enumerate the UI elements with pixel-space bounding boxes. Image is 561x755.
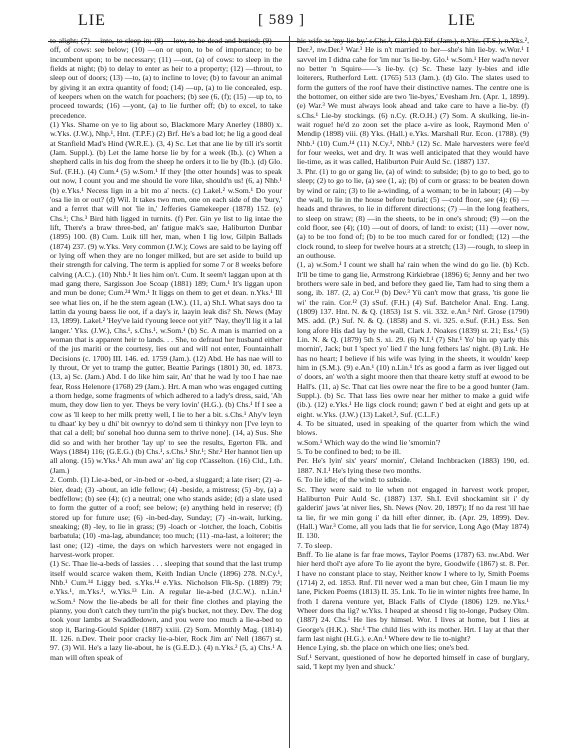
header-right-headword: LIE — [448, 12, 476, 29]
paragraph: 3. Phr. (1) to go or gang lie, (a) of wind: to subside; (b) to go to bed, go to sleep; (2) to go to lie, (a) see (1, a); (b) of corn or grass: to be beaten down by wind or rain; (3) to lie a-winding, of a woman; to be in labour; (4) —by the wall, to lie in the house before burial; (5) —cold floor, see (4); (6) —heads and thrawes, to lie in different directions; (7) —in the long feathers, to sleep on straw; (8) —in the sheets, to be in one's shroud; (9) —on the cold floor, see (4); (10) —out of doors, of land: to exist; (11) —over now, (a) to be too fond of; (b) to be too much cared for or fondled; (12) —the clock round, to sleep for twelve hours at a stretch; (13) —rough, to sleep in an outhouse. — [297, 166, 529, 260]
paragraph: 5. To be confined to bed; to be ill. — [297, 447, 401, 457]
paragraph: Hence Lying, sb. the place on which one lies; one's bed. — [297, 643, 469, 653]
left-column — [50, 36, 282, 748]
paragraph: to alight; (7) —into, to sleep in; (8) —low, to be dead and buried; (9) —off, of cows: see below; (10) —on or upon, to be of importance; to be incumbent upon; to be necessary; (11) —out, (a) of cows: to sleep in the fields at night; (b) to delay to enter as heir to a property; (12) —throut, to sleep out of doors; (13) —to, (a) to incline to love; (b) to favour an animal by giving it an extra quantity of food; (14) —up, (a) to lie concealed, esp. of keepers when on the watch for poachers; (b) see (6, (f); (15) —up to, to proceed towards; (16) —yont, (a) to lie further off; (b) to excel, to take precedence. — [50, 36, 282, 120]
paragraph: (1) Sc. Thae lie-a-beds of lassies . . . sleeping that sound that the last trump itself would scarce waken them, Keith Indian Uncle (1896) 278. N.Cy.¹, Nhb.¹ Cum.¹⁴ Liggy bed. s.Yks.¹⁴ e.Yks. Nicholson Flk-Sp. (1889) 79; e.Yks.¹, m.Yks.¹, w.Yks.¹³ Lin. A regular lie-a-bed (J.C.W.). n.Lin.¹ w.Som.¹ Now the lie-abeds be all for their fine clothes and playing the pianny, you don't catch they turn'in the pig's bucket, not they. Dev. The dog took your lambs at Swaddledown, and you were too much a lie-a-bed to stop it, Baring-Gould Spider (1887) xxiii. (2) Som. Monthly Mag. (1814) II. 126. n.Dev. Their poor cracky lie-a-bier, Rock Jim an' Nell (1867) st. 97. (3) Wil. He's a lazy lie-about, he is (G.E.D.). (4) n.Yks.² (5, a) Chs.¹ A man will often speak of — [50, 559, 282, 662]
page-number: [ 589 ] — [258, 12, 305, 28]
paragraph: w.Som.¹ Which way do the wind lie 'smornin'? — [297, 437, 441, 447]
paragraph: (1, a) w.Som.¹ I count we shall ha' rain when the wind do go lie. (b) Kcb. It'll be time to gang lie, Armstrong Kirkiebrae (1896) 6; Jenny and her two brothers were sale in bed, and before they gaed lie, Tam had to sing them a song, ib. 187. (2, a) Cor.¹² (b) Dev.³ Yü can't mow that grass, 'tis gone lie wi' the rain. Cor.¹² (3) sSuf. (F.H.) (4) Suf. Batchelor Anal. Eng. Lang. (1809) 137. Hnt. N. & Q. (1853) 1st S. vii. 332. e.An.¹ Nrf. Grose (1790) MS. add. (P.) Suf. N. & Q. (1858) and S. vi. 325. e.Suf. (F.H.) Ess. Sen long afore His dad lay by the wall, Clark J. Noakes (1839) st. 21; Ess.¹ (5) Lin. N. & Q. (1879) 5th S. xi. 29. (6) N.I.¹ (7) Shr.¹ Yo' bin up yarly this mornin', Jack; but I 'spect yo' lied i' the lung fethers las' night. (8) Lnk. He has no heart; I believe if his wife was lying in the sheets, it wouldn' keep him in (S.M.). (9) e.An.¹ (10) n.Lin.¹ It's as good a farm as iver ligged out o' doors, an' wo'th a sight moore then that theare ketty stuff at ewood to be Hall's. (11, a) Sc. That cat lies owre near the fire to be a good hunter (Jam. Suppl.). (b) Sc. That lass lies owre near her mither to make a guid wife (ib.). (12) e.Yks.¹ He ligs clock round; gawn t' bed at eight and gets up at eight. w.Yks. (J.W.) (13) Lakel.², Suf. (C.L.F.) — [297, 260, 529, 419]
paragraph: 6. To lie idle; of the wind: to subside. — [297, 475, 412, 485]
paragraph: Suf.¹ Servant, questioned of how he deported himself in case of burglary, said, 'I kept my lyen and shuck.' — [297, 652, 529, 672]
column-divider — [289, 36, 290, 748]
right-column — [297, 36, 529, 748]
paragraph: Sc. They were said to lie when not engaged in harvest work proper, Haliburton Puir Auld Sc. (1887) 137. Sh.I. Evil shockamint sit i' dy galderin' jaws 'at niver lies, Sh. News (Nov. 20, 1897); If no da rest 'ill hae ta lie, fir we min gong i' da hill efter dinner, ib. (Apr. 29, 1899). Dev. (Hall.) War.³ Come, all you lads that lie for service, Long Ago (May 1874) II. 130. — [297, 484, 529, 541]
page-header — [0, 10, 561, 34]
paragraph: Per. He's lyin' six' years' mornin', Cleland Inchbracken (1883) 190, ed. 1887. N.I.¹ He's lying these two months. — [297, 456, 529, 475]
header-left-headword: LIE — [78, 12, 106, 29]
paragraph: 2. Comb. (1) Lie-a-bed, or -in-bed or -o-bed, a sluggard; a late riser; (2) -a-bier, dead; (3) -about, an idle fellow; (4) -beside, a mistress; (5) -by, (a) a bedfellow; (b) see (4); (c) a neutral; one who stands aside; (d) a slate used to form the gutter of a roof; see below; (e) anything held in reserve; (f) stored up for future use; (6) -in-bed-day, Sunday; (7) -in-wait, lurking, sneaking; (8) -ley, to lie in grass; (9) -loach or -lotcher, the loach, Cobitis barbatula; (10) -ma-lag, abundance; too much; (11) -ma-last, a loiterer; the last one; (12) -time, the days on which harvesters were not engaged in harvest-work proper. — [50, 475, 282, 559]
paragraph: Bnff. To lie alane is far frae mows, Taylor Poems (1787) 63. nw.Abd. Wer hier herd thol't aye afore To lie ayont the byre, Goodwife (1867) st. 8. Per. I have no constant place to stay, Neither know I where to ly, Smith Poems (1714) 2, ed. 1853. Rnf. I'll never wed a man but chee, Gin I maun lie my lane, Picken Poems (1813) II. 35. Lnk. To lie in winter nights free hame, In froth I darena venture yet, Black Falls of Clyde (1806) 129. ne.Yks.¹ Wheer does tha lig? w.Yks. I heaped at sheosd t lig to-longe, Pudsey Olm. (1887) 24. Chs.¹ He lies by himsel. Wor. I lives at home, but I lies at George's (H.K.). Shr.¹ The child lies with its mother. Hrt. I lay at that ther farm last night (H.G.). e.An.¹ Where dew te lie to-night? — [297, 549, 529, 643]
text-columns — [0, 36, 561, 748]
paragraph: 4. To be situated, used in speaking of the quarter from which the wind blows. — [297, 419, 529, 438]
paragraph: (1) Yks. Shame on ye to lig about so, Blackmore Mary Anerley (1880) x. w.Yks. (J.W.), Nhp.¹, Hnt. (T.P.F.) (2) Brf. He's a bad lot; he lig a good deal at Stanfield Mad's Hind (W.R.E.). (3, 4) Sc. Let that ane lie by till it's sortit (Jam. Suppl.). (b) Let the lame horse lie by for a week (Ib.). (c) When a shepherd calls in his dog from the sheep he orders it to lie by (Ib.). (d) Glo. Suf. (F.H.). (4) Cum.⁴ (5) w.Som.¹ If they [the otter hounds] was to speak out now, I count you and me should lie vore like, should'n us! (6, a) Nhb.¹ (b) e.Yks.¹ Necess lign in a bit mo a' nects. (c) Lakel.² w.Som.¹ Do your 'osa lie in or out? (d) Wil. It takes two men, one on each side of the 'bury,' and a ferret that will not 'lie in,' Jefferies Gamekeeper (1878) 152. (e) Chs.¹; Chs.³ Bird hith ligged in turnits. (f) Per. Gin ye list to lig intae the lift, There's a braw three-bed, an' fatigue mak's sae, Haliburton Dunbar (1895) 100. (8) Cum. Luik till her, man, when I lig low, Gilpin Ballads (1874) 237. (9) w.Yks. Very common (J.W.); Cows are said to be laying off or lying off when they are no longer milked, but are set aside to build up their strength for calving. The term is applied for some 7 or 8 weeks before calving (A.C.). (10) Nhb.¹ It lies him on't. Cum. It seem't laggan upon at th mad gang there, Sargisson Joe Scoap (1881) 189; Cum.¹ It's liggan upon and mun be done; Cum.²⁴ Wm.¹ It liggs on them to get et dean. n.Yks.¹ Ill see what lies on, if he the stem agean (I.W.). (11, a) Sh.I. What says doo ta lattin da young baess lie oot, if a day's ir, laayin leak dis? Sh. News (May 13, 1899). Lakel.² 'Hey've laid t'young leece oot yit?' 'Nay, they'll lig it a lal langer.' Yks. (J.W.), Chs.¹, s.Chs.¹, w.Som.¹ (b) Sc. A man is married on a woman that is apparent heir to lands. . . She, to defraud her husband either of the jus mariti or the courtesy, lies out and will not enter, Fountainhall Decisions (c. 1700) III. 146. ed. 1759 (Jam.). (12) Abd. He has nae will to ly throut, Or yet to tramp the gutter, Beattie Parings (1801) 30, ed. 1873. (13, a) Sc. (Jam.) Abd. I do like him sair, An' that he wad ly too I hae nae fear, Ross Helenore (1768) 29 (Jam.). Hrt. A man who was engaged cutting a thorn hedge, some fragments of which adhered to a lady's dress, said, 'Ah mum, they dow lien to yer. Theys be very lovin' (H.G.). (b) Chs.¹ If I see a cow as 'll keep to her milk pretty well, I lie to her a bit. s.Chs.¹ Ahy'v leyn tu dhaat' ky bey u dhi' bit ownryy to do'nd sem ti thinkyy non [I've leyn to that cal a dell; bu' sonehal hoo dunna sem to thrive none]. (14, a) Sus. She did so and with her brother 'lay up' to see the results, Egerton Flk. and Ways (1884) 116; (G.E.G.) (b) Chs.¹, s.Chs.¹ Shr.¹; Shr.² Her hannot lien up all along. (15) w.Yks.¹ Ah mun awa' an' lig cop t'Casselton. (16) Cld., Lth. (Jam.) — [50, 120, 282, 475]
paragraph: 7. To sleep. — [297, 540, 333, 550]
paragraph: his wife as 'my lie-by.' s.Chs.¹, Glo.¹ (b) Fif. (Jam.), n.Yks. (T.S.), n.Yks.², Der.², nw.Der.¹ War.³ He is n't married to her—she's hin lie-by. w.Wor.¹ I savvel im I didna cahe for 'im nur 'is lie-by. Glo.¹ w.Som.¹ Her wad'n never no better 'n Squire——'s lie-by. (c) Sc. These lazy ly-bies and idle loiterers, Rutherford Lett. (1765) 513 (Jam.). (d) Glo. The slates used to form the gutters of the roof have their distinctive names. The centre one is the bottomer, on either side are two 'lie-byes,' Evesham Jrn. (Apr. 1, 1899). (e) War.³ We must always look ahead and take care to have a lie-by. (f) s.Chs.¹ Lie-by stockings. (6) n.Cy. (R.O.H.) (7) Som. A skulking, lie-in-wait rogue! he'd zo zoon set the place a-vire as look, Raymond Men o' Mendip (1898) viii. (8) Yks. (Hall.) e.Yks. Marshall Rur. Econ. (1788). (9) Nhb.¹ (10) Cum.¹⁴ (11) N.Cy.¹, Nhb.¹ (12) Sc. Male harvesters were fee'd for four weeks, wet and dry. It was well anticipated that they would have lie-time, as it was called, Haliburton Puir Auld Sc. (1887) 137. — [297, 36, 529, 167]
